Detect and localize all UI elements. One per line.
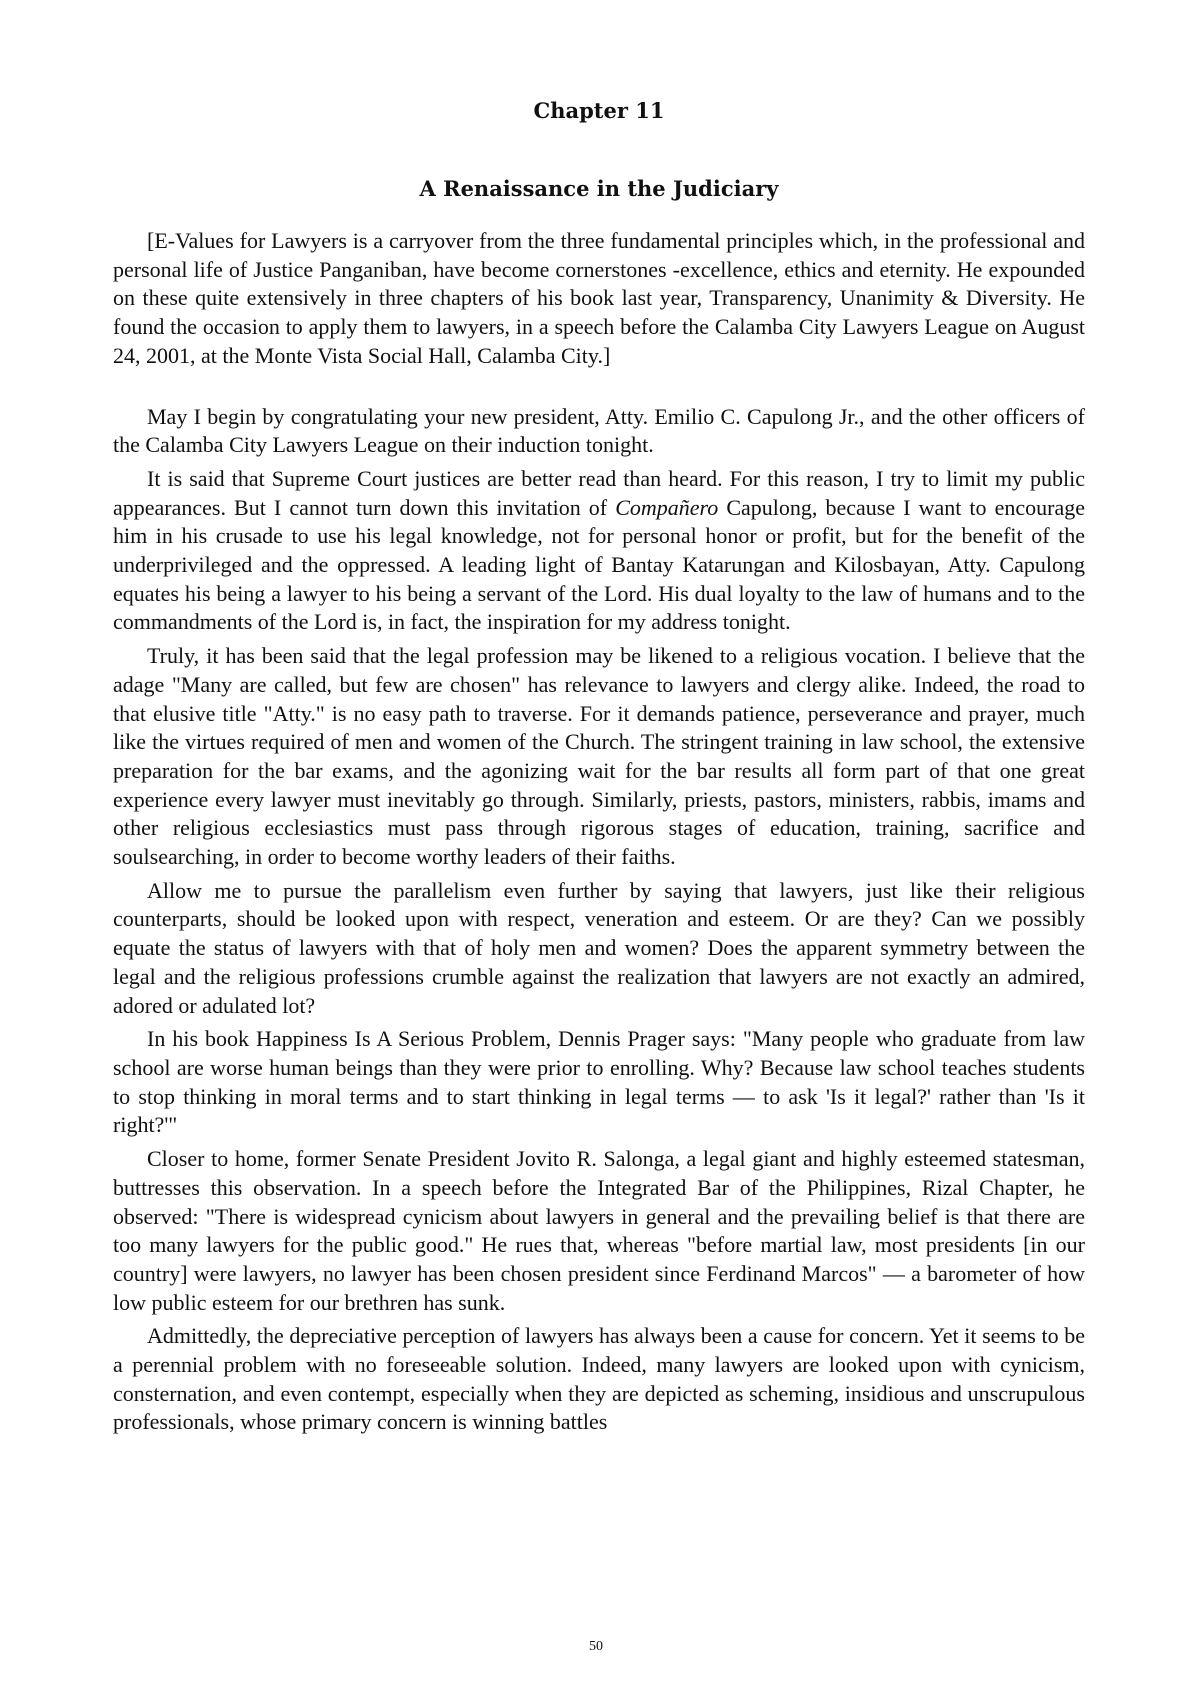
- paragraph-1: May I begin by congratulating your new president, Atty. Emilio C. Capulong Jr., and the other officers of the Calamba City Lawyers League on their induction tonight.: [113, 403, 1085, 458]
- paragraph-2-italic: Compañero: [615, 494, 719, 520]
- intro-paragraph: [E-Values for Lawyers is a carryover from the three fundamental principles which, in the professional and personal life of Justice Panganiban, have become cornerstones -excellence, ethics and eternity. He expounded on these quite extensively in three chapters of his book last year, Transparency, Unanimity & Diversity. He found the occasion to apply them to lawyers, in a speech before the Calamba City Lawyers League on August 24, 2001, at the Monte Vista Social Hall, Calamba City.]: [113, 228, 1085, 368]
- paragraph-2-text-after: Capulong, because I want to encourage him in his crusade to use his legal knowledge, not for personal honor or profit, but for the benefit of the underprivileged and the oppressed. A leading light of Bantay Katarungan and Kilosbayan, Atty. Capulong equates his being a lawyer to his being a servant of the Lord. His dual loyalty to the law of humans and to the commandments of the Lord is, in fact, the inspiration for my address tonight.: [113, 494, 1086, 635]
- paragraph-4: Allow me to pursue the parallelism even further by saying that lawyers, just like their religious counterparts, should be looked upon with respect, veneration and esteem. Or are they? Can we possibly equate the status of lawyers with that of holy men and women? Does the apparent symmetry between the legal and the religious professions crumble against the realization that lawyers are not exactly an admired, adored or adulated lot?: [113, 877, 1085, 1018]
- paragraph-5: In his book Happiness Is A Serious Problem, Dennis Prager says: "Many people who graduate from law school are worse human beings than they were prior to enrolling. Why? Because law school teaches students to stop thinking in moral terms and to start thinking in legal terms — to ask 'Is it legal?' rather than 'Is it right?'": [113, 1026, 1085, 1138]
- paragraph-2-text-before: It is said that Supreme Court justices are better read than heard. For this reason, I try to limit my public appearances. But I cannot turn down this invitation of: [113, 465, 1085, 520]
- paragraph-6: Closer to home, former Senate President Jovito R. Salonga, a legal giant and highly esteemed statesman, buttresses this observation. In a speech before the Integrated Bar of the Philippines, Rizal Chapter, he observed: "There is widespread cynicism about lawyers in general and the prevailing belief is that there are too many lawyers for the public good." He rues that, whereas "before martial law, most presidents [in our country] were lawyers, no lawyer has been chosen president since Ferdinand Marcos" — a barometer of how low public esteem for our brethren has sunk.: [113, 1146, 1085, 1315]
- paragraph-7: Admittedly, the depreciative perception of lawyers has always been a cause for concern. Yet it seems to be a perennial problem with no foreseeable solution. Indeed, many lawyers are looked upon with cynicism, consternation, and even contempt, especially when they are depicted as scheming, insidious and unscrupulous professionals, whose primary concern is winning battles: [113, 1323, 1085, 1435]
- paragraph-2: [113, 465, 1085, 637]
- body-text: [113, 227, 1085, 1437]
- chapter-title: A Renaissance in the Judiciary: [419, 176, 779, 201]
- chapter-label: Chapter 11: [533, 98, 665, 123]
- paragraph-3: Truly, it has been said that the legal profession may be likened to a religious vocation. I believe that the adage "Many are called, but few are chosen" has relevance to lawyers and clergy alike. Indeed, the road to that elusive title "Atty." is no easy path to traverse. For it demands patience, perseverance and prayer, much like the virtues required of men and women of the Church. The stringent training in law school, the extensive preparation for the bar exams, and the agonizing wait for the bar results all form part of that one great experience every lawyer must inevitably go through. Similarly, priests, pastors, ministers, rabbis, imams and other religious ecclesiastics must pass through rigorous stages of education, training, sacrifice and soulsearching, in order to become worthy leaders of their faiths.: [113, 643, 1085, 870]
- page-number: 50: [589, 1639, 603, 1654]
